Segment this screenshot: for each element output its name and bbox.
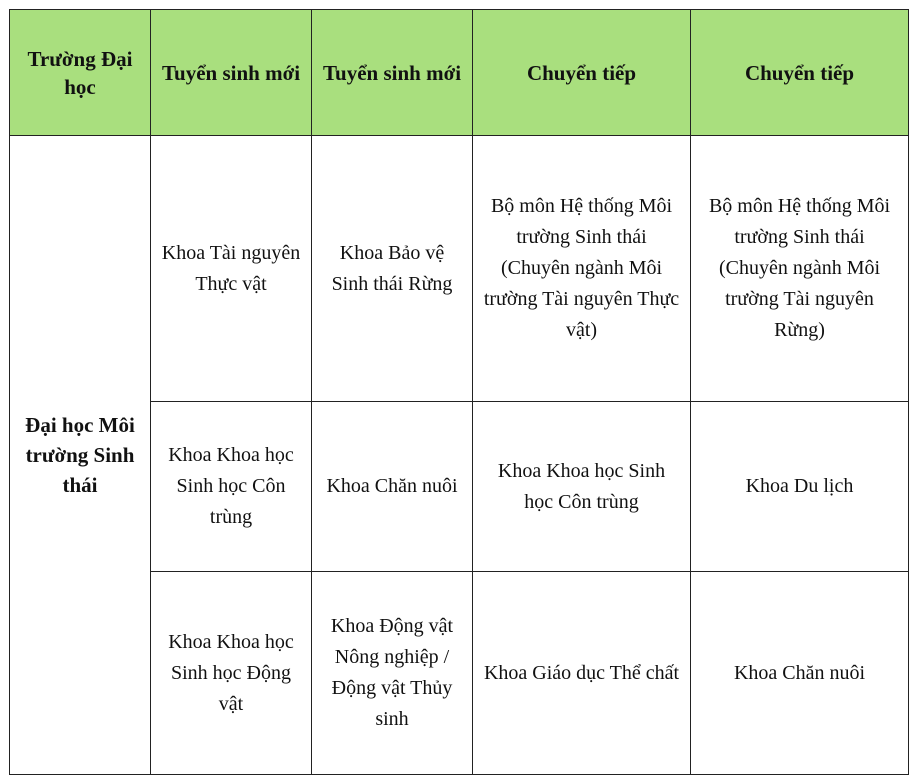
header-new-admission: Tuyển sinh mới: [312, 10, 473, 136]
table-cell: Khoa Du lịch: [691, 402, 909, 572]
table-cell: Khoa Tài nguyên Thực vật: [151, 136, 312, 402]
table-cell: Khoa Giáo dục Thể chất: [473, 572, 691, 775]
table-row: [10, 136, 909, 402]
table-cell: Bộ môn Hệ thống Môi trường Sinh thái (Chuyên ngành Môi trường Tài nguyên Thực vật): [473, 136, 691, 402]
table-cell: Khoa Khoa học Sinh học Côn trùng: [151, 402, 312, 572]
table-cell: Khoa Chăn nuôi: [691, 572, 909, 775]
table-cell: Khoa Khoa học Sinh học Động vật: [151, 572, 312, 775]
header-transfer: Chuyển tiếp: [691, 10, 909, 136]
school-name-cell: Đại học Môi trường Sinh thái: [10, 136, 151, 775]
faculty-table: [9, 9, 909, 775]
header-new-admission: Tuyển sinh mới: [151, 10, 312, 136]
header-row: [10, 10, 909, 136]
header-transfer: Chuyển tiếp: [473, 10, 691, 136]
header-university: Trường Đại học: [10, 10, 151, 136]
table-cell: Bộ môn Hệ thống Môi trường Sinh thái (Chuyên ngành Môi trường Tài nguyên Rừng): [691, 136, 909, 402]
table-cell: Khoa Chăn nuôi: [312, 402, 473, 572]
table-cell: Khoa Động vật Nông nghiệp / Động vật Thủy sinh: [312, 572, 473, 775]
table-cell: Khoa Bảo vệ Sinh thái Rừng: [312, 136, 473, 402]
table-cell: Khoa Khoa học Sinh học Côn trùng: [473, 402, 691, 572]
